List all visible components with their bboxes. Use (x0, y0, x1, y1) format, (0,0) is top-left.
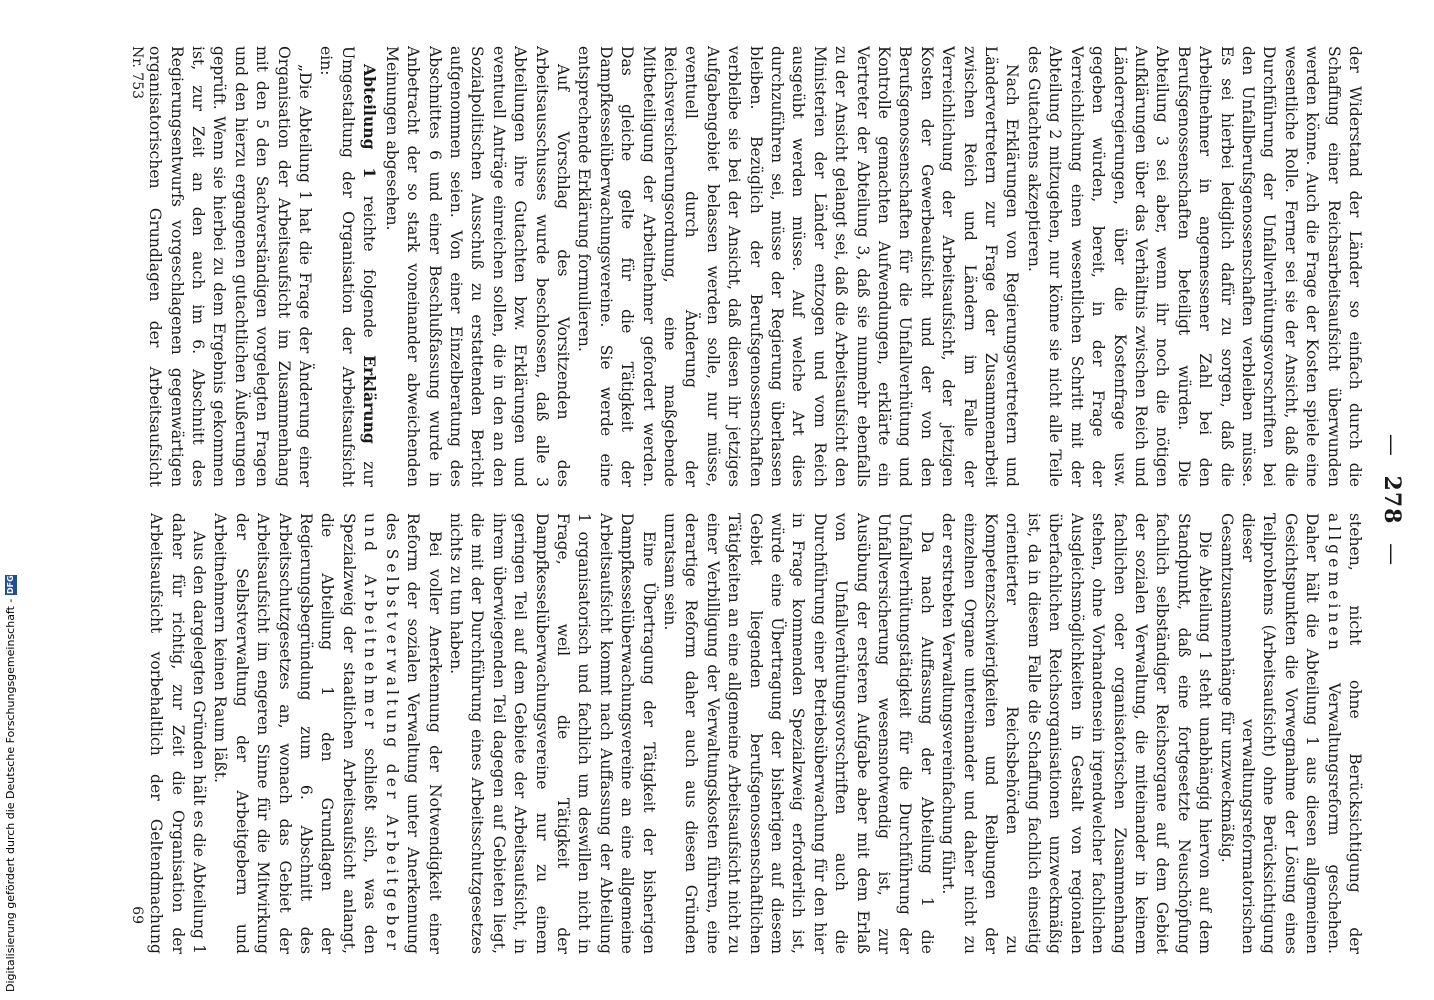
paragraph (209, 513, 444, 954)
text-run: reichte folgende (360, 178, 379, 356)
left-column (145, 46, 1365, 487)
bold-term: Erklärung (360, 355, 380, 444)
document-page (95, 10, 1425, 990)
paragraph (315, 46, 380, 487)
credit-text: Digitalisierung gefördert durch die Deutsche Forschungsgemeinschaft - (4, 598, 17, 992)
credit-text-row (2, 572, 20, 992)
header-dash-right: — (1379, 543, 1404, 567)
text-run: stehen, nicht ohne Berücksichtigung der (1346, 513, 1364, 954)
spaced-term: Selbstverwaltung der Arbeitgeber und Arbeitnehmer (361, 513, 401, 954)
paragraph: Die Abteilung 1 steht unabhängig hiervon auf dem Standpunkt, daß eine fortgesetzte Neuschöpfung fachlich selbständiger Reichsorgane auf dem Gebiet der sozialen Verwaltung, die miteinander in keinem fachlichen oder organisatorischen Zusammenhang stehen, ohne Vorhandensein irgendwelcher fachlichen Ausgleichsmöglichkeiten in Gestalt von regionalen überfachlichen Reichsorganisationen unzweckmäßig ist, da in diesem Falle die Schaffung fachlich einseitig orientierter Reichsbehörden zu Kompetenzschwierigkeiten und Reibungen der einzelnen Organe untereinander und daher nicht zu der erstrebten Verwaltungsvereinfachung führt. (939, 513, 1215, 954)
bold-lead: Abteilung 1 (360, 64, 380, 179)
header-dash-left: — (1379, 433, 1404, 457)
text-run: Verwaltungsreform geschehen. Daher hält die Abteilung 1 aus diesen allgemeinen Gesichtspunkten die Vorwegnahme der Lösung eines Teilproblems (Arbeitsaufsicht) ohne Berücksichtigung dieser verwaltungsreformatorischen Gesamtzusammenhänge für unzweckmäßig. (1217, 513, 1343, 954)
page-header (1365, 46, 1405, 954)
text-run: zur Umgestaltung der Organisation der Arbeitsaufsicht ein: (317, 46, 379, 487)
paragraph: Da nach Auffassung der Abteilung 1 die Unfallverhütungstätigkeit für die Durchführung der Unfallversicherung wesensnotwendig ist, zur Ausübung der ersteren Aufgabe aber mit dem Erlaß von Unfallverhütungsvorschriften auch die Durchführung einer Betriebsüberwachung für den hier in Frage kommenden Spezialzweig erforderlich ist, würde eine Übertragung der bisherigen auf diesem Gebiet liegenden berufsgenossenschaftlichen Tätigkeiten an eine allgemeine Arbeitsaufsicht nicht zu einer Verbilligung der Verwaltungskosten führen, eine derartige Reform daher auch aus diesen Gründen unratsam sein. (661, 513, 936, 954)
page-footer (115, 46, 145, 954)
paragraph: Auf Vorschlag des Vorsitzenden des Arbeitsausschusses wurde beschlossen, daß alle 3 Abteilungen ihre Gutachten bzw. Erklärungen und eventuell Anträge einreichen sollen, die in den an den Sozialpolitischen Ausschuß zu erstattenden Bericht aufgenommen seien. Von einer Einzelberatung des Abschnittes 6 und einer Beschlußfassung wurde in Anbetracht der so stark voneinander abweichenden Meinungen abgesehen. (382, 46, 572, 487)
text-run: Bei voller Anerkennung der Notwendigkeit einer Reform der sozialen Verwaltung unter Anerkennung des (382, 513, 444, 954)
text-run: schließt sich, was den Spezialzweig der staatlichen Arbeitsaufsicht anlangt, die Abteilung 1 den Grundlagen der Regierungsbegründung zum 6. Abschnitt des Arbeitsschutzgesetzes an, wonach das Gebiet der Arbeitsaufsicht im engeren Sinne für die Mitwirkung der Selbstverwaltung der Arbeitgebern und Arbeitnehmern keinen Raum läßt. (211, 513, 380, 954)
right-column (145, 513, 1365, 954)
paragraph: Eine Übertragung der Tätigkeit der bisherigen Dampfkesselüberwachungsvereine an eine allgemeine Arbeitsaufsicht kommt nach Auffassung der Abteilung 1 organisatorisch und fachlich um deswillen nicht in Frage, weil die Tätigkeit der Dampfkesselüberwachungsvereine nur zu einem geringen Teil auf dem Gebiete der Arbeitsaufsicht, in ihrem überwiegenden Teil dagegen auf Gebieten liegt, die mit der Durchführung eines Arbeitsschutzgesetzes nichts zu tun haben. (446, 513, 658, 954)
page-number: 278 (1379, 475, 1405, 525)
paragraph: Aus den dargelegten Gründen hält es die Abteilung 1 daher für richtig, zur Zeit die Organisation der Arbeitsaufsicht vorbehaltlich der Geltendmachung (147, 513, 209, 954)
digitization-credit (2, 572, 20, 992)
text-columns (145, 46, 1365, 954)
document-number: Nr. 753 (129, 46, 145, 100)
paragraph: der Widerstand der Länder so einfach durch die Schaffung einer Reichsarbeitsaufsicht überwunden werden könne. Auch die Frage der Kosten spiele eine wesentliche Rolle. Ferner sei sie der Ansicht, daß die Durchführung der Unfallverhütungsvorschriften bei den Unfallberufsgenossenschaften verbleiben müsse. Es sei hierbei lediglich dafür zu sorgen, daß die Arbeitnehmer in angemessener Zahl bei den Berufsgenossenschaften beteiligt würden. Die Abteilung 3 sei aber, wenn ihr noch die nötigen Aufklärungen über das Verhältnis zwischen Reich und Länderregierungen, über die Kostenfrage usw. gegeben würden, bereit, in der Frage der Verreichlichung einen wesentlichen Schritt mit der Abteilung 2 mitzugehen, nur könne sie nicht alle Teile des Gutachtens akzeptieren. (1024, 46, 1364, 487)
paragraph (1215, 513, 1365, 954)
dfg-logo-icon: DFG (6, 575, 15, 594)
paragraph: Nach Erklärungen von Regierungsvertretern und Ländervertretern zur Frage der Zusammenarbeit zwischen Reich und Ländern im Falle der Verreichlichung der Arbeitsaufsicht, der jetzigen Kosten der Gewerbeaufsicht und der von den Berufsgenossenschaften für die Unfallverhütung und Kontrolle gemachten Aufwendungen, erklärte ein Vertreter der Abteilung 3, daß sie nunmehr ebenfalls zu der Ansicht gelangt sei, daß die Arbeitsaufsicht den Ministerien der Länder entzogen und vom Reich ausgeübt werden müsse. Auf welche Art dies durchzuführen sei, müsse der Regierung überlassen bleiben. Bezüglich der Berufsgenossenschaften verbleibe sie bei der Ansicht, daß diesen ihr jetziges Aufgabengebiet belassen werden solle, nur müsse, eventuell durch Änderung der Reichsversicherungsordnung, eine maßgebende Mitbeteiligung der Arbeitnehmer gefordert werden. Das gleiche gelte für die Tätigkeit der Dampfkesselüberwachungsvereine. Sie werde eine entsprechende Erklärung formulieren. (575, 46, 1022, 487)
paragraph: „Die Abteilung 1 hat die Frage der Änderung einer Organisation der Arbeitsaufsicht im Zusammenhang mit den 5 den Sachverständigen vorgelegten Fragen und den hierzu ergangenen gutachtlichen Äußerungen geprüft. Wenn sie hierbei zu dem Ergebnis gekommen ist, zur Zeit an den auch im 6. Abschnitt des Regierungsentwurfs vorgeschlagenen gegenwärtigen organisatorischen Grundlagen der Arbeitsaufsicht (146, 46, 315, 487)
spaced-term: allgemeinen (1324, 513, 1343, 654)
sheet-number: 69 (129, 906, 145, 924)
